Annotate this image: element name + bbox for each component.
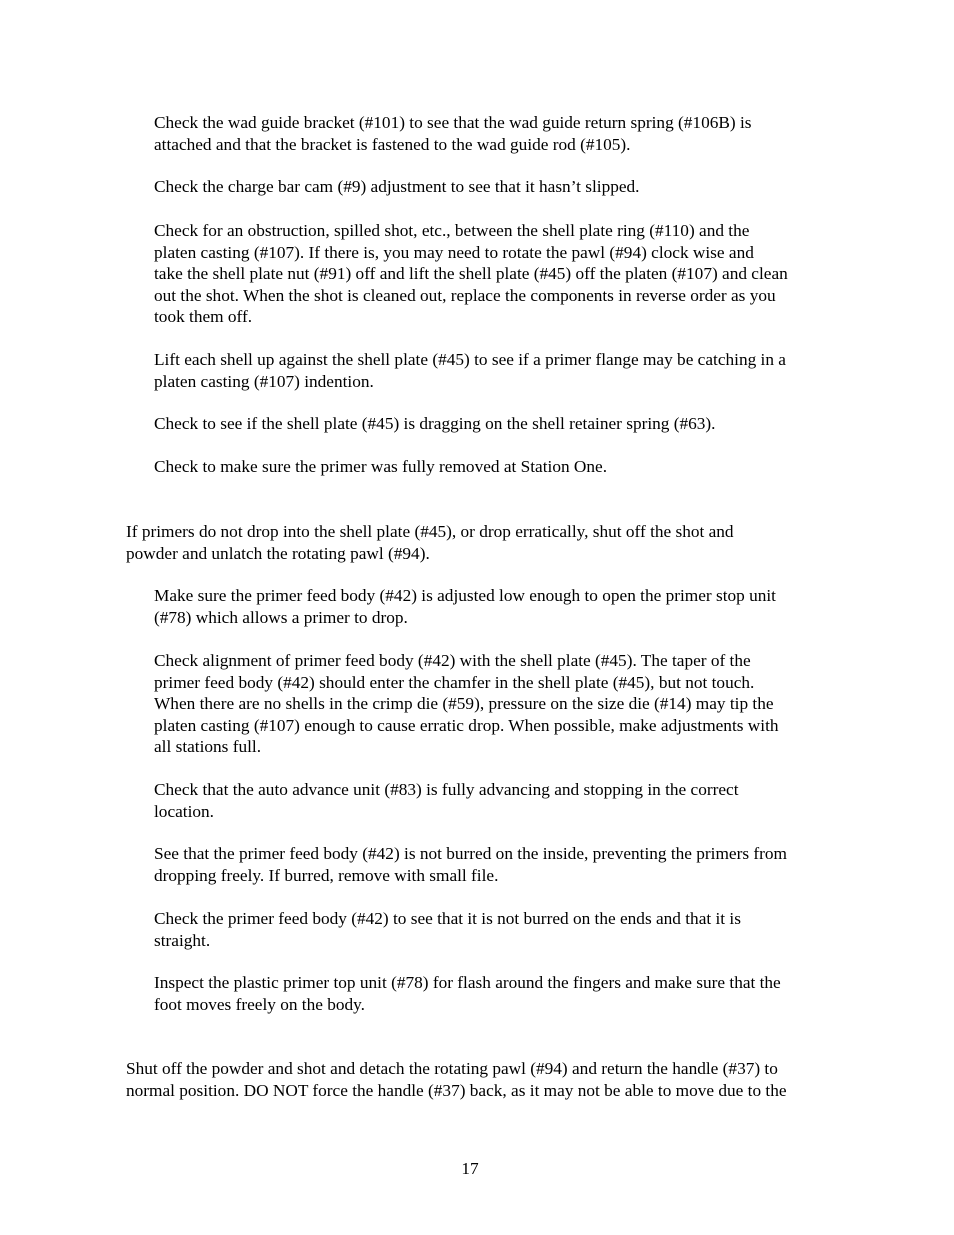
check-primer-removed [154,456,607,478]
text-line: Shut off the powder and shot and detach the rotating pawl (#94) and return the handle (#37) to [126,1059,778,1078]
text-line: See that the primer feed body (#42) is not burred on the inside, preventing the primers from [154,844,787,863]
primers-not-dropping-intro [126,521,734,564]
check-shell-plate-dragging [154,413,716,435]
check-primer-feed-adjusted [154,585,776,628]
text-line: powder and unlatch the rotating pawl (#94). [126,543,430,563]
text-line: Check to make sure the primer was fully removed at Station One. [154,457,608,476]
check-auto-advance [154,779,739,822]
text-line: out the shot. When the shot is cleaned out, replace the components in reverse order as you [154,285,776,305]
inspect-primer-top-unit [154,972,781,1015]
text-line: Lift each shell up against the shell plate (#45) to see if a primer flange may be catching in a [154,350,786,369]
text-line: Inspect the plastic primer top unit (#78) for flash around the fingers and make sure that the [154,973,781,992]
check-obstruction [154,220,788,328]
lift-each-shell [154,349,786,392]
text-line: platen casting (#107) enough to cause erratic drop. When possible, make adjustments with [154,715,779,735]
check-feed-body-burred-inside [154,843,787,886]
check-wad-guide-bracket [154,112,751,155]
text-line: Check to see if the shell plate (#45) is dragging on the shell retainer spring (#63). [154,414,716,433]
text-line: location. [154,801,214,821]
text-line: attached and that the bracket is fastened to the wad guide rod (#105). [154,134,631,154]
text-line: straight. [154,930,211,950]
text-line: When there are no shells in the crimp die (#59), pressure on the size die (#14) may tip the [154,694,774,714]
text-line: dropping freely. If burred, remove with small file. [154,865,499,885]
text-line: primer feed body (#42) should enter the chamfer in the shell plate (#45), but not touch. [154,672,755,692]
text-line: Check for an obstruction, spilled shot, etc., between the shell plate ring (#110) and the [154,221,750,240]
text-line: take the shell plate nut (#91) off and lift the shell plate (#45) off the platen (#107) and clean [154,264,788,284]
check-charge-bar-cam [154,176,640,198]
text-line: Check the primer feed body (#42) to see that it is not burred on the ends and that it is [154,909,741,928]
text-line: If primers do not drop into the shell plate (#45), or drop erratically, shut off the shot and [126,522,734,541]
text-line: Check the wad guide bracket (#101) to see that the wad guide return spring (#106B) is [154,113,752,132]
text-line: (#78) which allows a primer to drop. [154,607,408,627]
text-line: all stations full. [154,737,262,757]
text-line: platen casting (#107) indention. [154,371,374,391]
text-line: platen casting (#107). If there is, you may need to rotate the pawl (#94) clock wise and [154,242,754,262]
shut-off-powder-intro [126,1058,787,1101]
text-line: Check alignment of primer feed body (#42) with the shell plate (#45). The taper of the [154,651,751,670]
text-line: took them off. [154,307,253,327]
check-feed-body-ends [154,908,741,951]
text-line: foot moves freely on the body. [154,994,366,1014]
text-line: Make sure the primer feed body (#42) is adjusted low enough to open the primer stop unit [154,586,776,605]
text-line: Check the charge bar cam (#9) adjustment to see that it hasn’t slipped. [154,177,640,196]
check-primer-feed-alignment [154,650,779,758]
text-line: Check that the auto advance unit (#83) is fully advancing and stopping in the correct [154,780,739,799]
text-line: normal position. DO NOT force the handle (#37) back, as it may not be able to move due to the [126,1080,787,1100]
page-number: 17 [461,1159,479,1178]
